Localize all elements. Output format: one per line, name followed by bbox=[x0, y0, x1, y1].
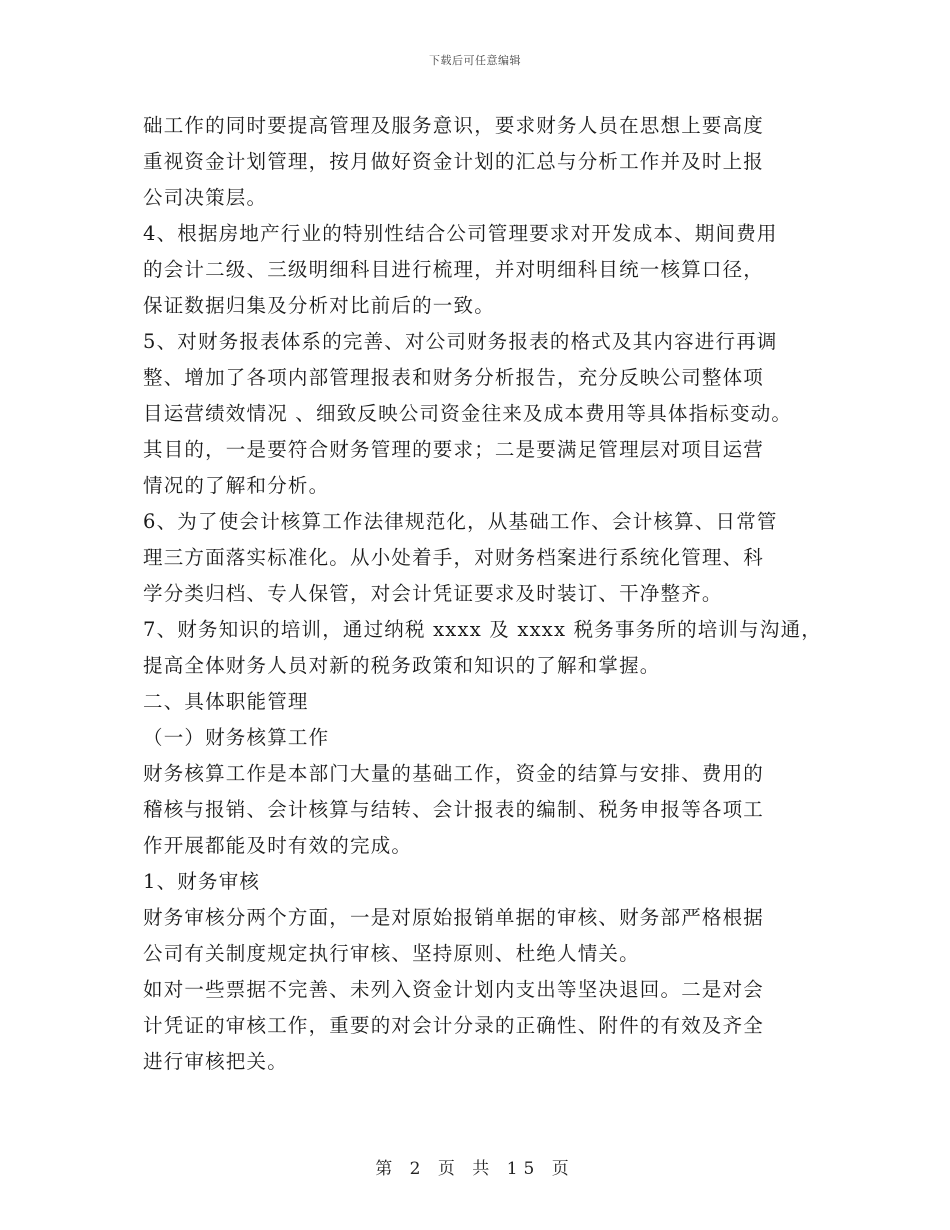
body-line: 公司决策层。 bbox=[143, 186, 268, 209]
body-line: 目运营绩效情况 、细致反映公司资金往来及成本费用等具体指标变动。 bbox=[143, 402, 793, 425]
body-line: 整、增加了各项内部管理报表和财务分析报告，充分反映公司整体项 bbox=[143, 366, 765, 389]
body-line: 保证数据归集及分析对比前后的一致。 bbox=[143, 294, 495, 317]
body-line: 理三方面落实标准化。从小处着手，对财务档案进行系统化管理、科 bbox=[143, 546, 765, 569]
body-line: 6、为了使会计核算工作法律规范化，从基础工作、会计核算、日常管 bbox=[143, 510, 778, 533]
body-line: 7、财务知识的培训，通过纳税 xxxx 及 xxxx 税务事务所的培训与沟通， bbox=[143, 618, 822, 641]
body-line: 重视资金计划管理，按月做好资金计划的汇总与分析工作并及时上报 bbox=[143, 150, 765, 173]
body-line: 如对一些票据不完善、未列入资金计划内支出等坚决退回。二是对会 bbox=[143, 978, 765, 1001]
document-body bbox=[143, 108, 833, 1080]
body-line: 学分类归档、专人保管，对会计凭证要求及时装订、干净整齐。 bbox=[143, 582, 723, 605]
body-line: 公司有关制度规定执行审核、坚持原则、杜绝人情关。 bbox=[143, 942, 640, 965]
page-header: 下载后可任意编辑 bbox=[429, 54, 521, 67]
section-heading: 二、具体职能管理 bbox=[143, 690, 309, 713]
subsection-heading: （一）财务核算工作 bbox=[143, 726, 330, 749]
body-line: 提高全体财务人员对新的税务政策和知识的了解和掌握。 bbox=[143, 654, 661, 677]
body-line: 情况的了解和分析。 bbox=[143, 474, 330, 497]
body-line: 稽核与报销、会计核算与结转、会计报表的编制、税务申报等各项工 bbox=[143, 798, 765, 821]
body-line: 础工作的同时要提高管理及服务意识，要求财务人员在思想上要高度 bbox=[143, 114, 765, 137]
body-line: 5、对财务报表体系的完善、对公司财务报表的格式及其内容进行再调 bbox=[143, 330, 778, 353]
item-heading: 1、财务审核 bbox=[143, 870, 261, 893]
body-line: 财务审核分两个方面，一是对原始报销单据的审核、财务部严格根据 bbox=[143, 906, 765, 929]
body-line: 作开展都能及时有效的完成。 bbox=[143, 834, 413, 857]
body-line: 4、根据房地产行业的特别性结合公司管理要求对开发成本、期间费用 bbox=[143, 222, 778, 245]
page-number-footer: 第 2 页 共 15 页 bbox=[375, 1159, 575, 1179]
body-line: 进行审核把关。 bbox=[143, 1050, 288, 1073]
body-line: 其目的，一是要符合财务管理的要求；二是要满足管理层对项目运营 bbox=[143, 438, 765, 461]
body-line: 的会计二级、三级明细科目进行梳理，并对明细科目统一核算口径， bbox=[143, 258, 765, 281]
body-line: 计凭证的审核工作，重要的对会计分录的正确性、附件的有效及齐全 bbox=[143, 1014, 765, 1037]
body-line: 财务核算工作是本部门大量的基础工作，资金的结算与安排、费用的 bbox=[143, 762, 765, 785]
